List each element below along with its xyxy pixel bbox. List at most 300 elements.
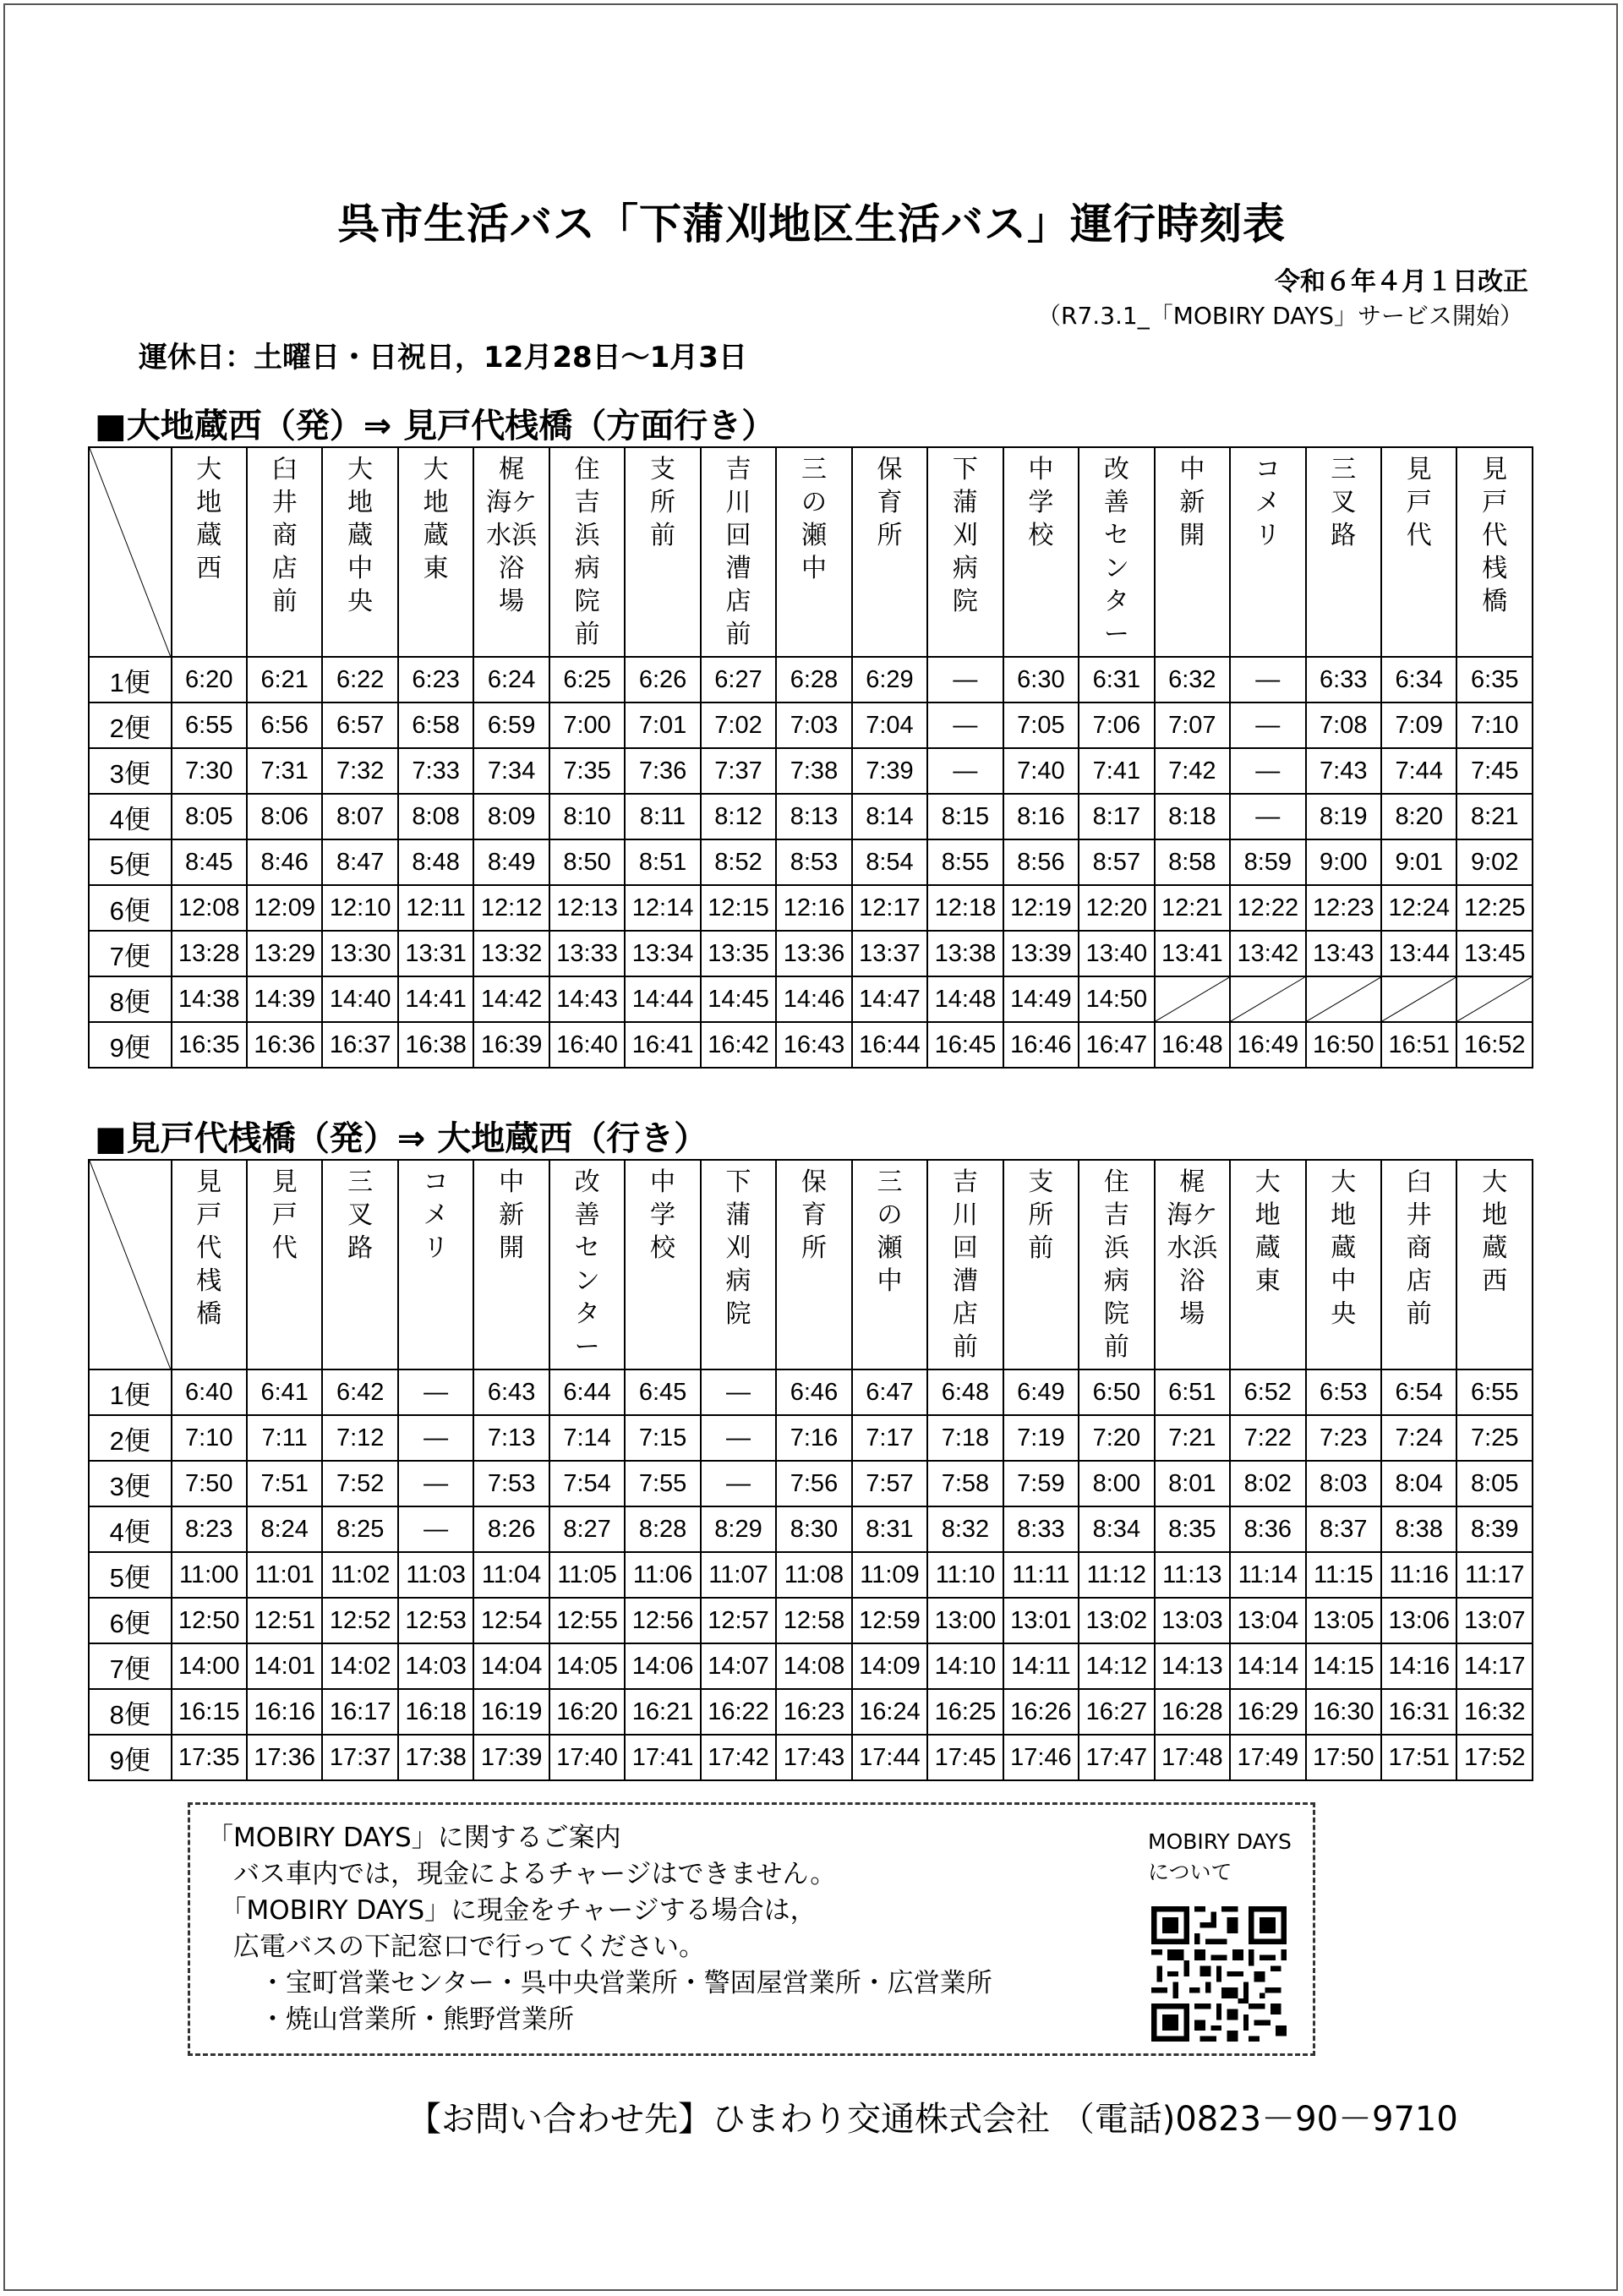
time-cell: 11:07 (701, 1552, 776, 1598)
time-cell: 8:05 (1456, 1461, 1533, 1506)
time-cell: 16:36 (247, 1022, 322, 1068)
no-service-cell (1381, 976, 1456, 1022)
time-cell: 14:03 (398, 1643, 473, 1689)
time-cell: 11:01 (247, 1552, 322, 1598)
time-cell: 14:49 (1003, 976, 1079, 1022)
time-cell: 8:28 (625, 1506, 700, 1552)
time-cell: 7:51 (247, 1461, 322, 1506)
time-cell: 8:38 (1381, 1506, 1456, 1552)
trip-name: 7便 (89, 1643, 172, 1689)
time-cell: 7:11 (247, 1415, 322, 1461)
stop-name: 三 叉 路 (1306, 447, 1381, 657)
time-cell: 12:56 (625, 1598, 700, 1643)
time-cell: 11:05 (549, 1552, 625, 1598)
time-cell: 8:15 (927, 794, 1003, 839)
time-cell: 8:49 (473, 839, 549, 885)
time-cell: 7:42 (1155, 748, 1230, 794)
time-cell: 6:47 (852, 1369, 927, 1415)
time-cell: 8:05 (172, 794, 247, 839)
time-cell: 6:22 (322, 657, 397, 702)
mobiry-notice-box (188, 1802, 1315, 2056)
time-cell: 11:08 (776, 1552, 851, 1598)
stop-name: 臼 井 商 店 前 (247, 447, 322, 657)
time-cell: 7:50 (172, 1461, 247, 1506)
time-cell: 12:20 (1079, 885, 1154, 931)
time-cell: 16:17 (322, 1689, 397, 1735)
time-cell: 12:52 (322, 1598, 397, 1643)
time-cell: 12:53 (398, 1598, 473, 1643)
time-cell: 7:55 (625, 1461, 700, 1506)
time-cell: 16:50 (1306, 1022, 1381, 1068)
outbound-heading: ■大地蔵西（発）⇒ 見戸代桟橋（方面行き） (95, 407, 776, 446)
time-cell: 16:48 (1155, 1022, 1230, 1068)
time-cell: 12:19 (1003, 885, 1079, 931)
stop-name: 下 蒲 刈 病 院 (701, 1160, 776, 1369)
time-cell: 7:22 (1230, 1415, 1305, 1461)
time-cell: 6:32 (1155, 657, 1230, 702)
time-cell: 8:23 (172, 1506, 247, 1552)
time-cell: 17:52 (1456, 1735, 1533, 1780)
time-cell: 7:10 (172, 1415, 247, 1461)
time-cell: 6:40 (172, 1369, 247, 1415)
time-cell: 12:17 (852, 885, 927, 931)
time-cell: 7:18 (927, 1415, 1003, 1461)
time-cell: 7:52 (322, 1461, 397, 1506)
time-cell: 9:01 (1381, 839, 1456, 885)
time-cell: 8:09 (473, 794, 549, 839)
time-cell: 6:28 (776, 657, 851, 702)
time-cell: 7:07 (1155, 702, 1230, 748)
notice-line: 「MOBIRY DAYS」に現金をチャージする場合は， (207, 1895, 817, 1926)
time-cell: 6:35 (1456, 657, 1533, 702)
time-cell: 12:50 (172, 1598, 247, 1643)
time-cell: 8:47 (322, 839, 397, 885)
time-cell: 12:10 (322, 885, 397, 931)
qr-caption: MOBIRY DAYS について (1148, 1829, 1292, 1884)
time-cell: 11:13 (1155, 1552, 1230, 1598)
time-cell: 7:54 (549, 1461, 625, 1506)
time-cell: 7:32 (322, 748, 397, 794)
time-cell: 7:36 (625, 748, 700, 794)
time-cell: 13:02 (1079, 1598, 1154, 1643)
stop-name: 三 の 瀬 中 (776, 447, 851, 657)
inbound-heading: ■見戸代桟橋（発）⇒ 大地蔵西（行き） (95, 1119, 708, 1158)
time-cell: 6:50 (1079, 1369, 1154, 1415)
trip-row (89, 1552, 1533, 1598)
time-cell: 12:55 (549, 1598, 625, 1643)
time-cell: 12:59 (852, 1598, 927, 1643)
time-cell: 14:40 (322, 976, 397, 1022)
time-cell: 14:16 (1381, 1643, 1456, 1689)
trip-name: 6便 (89, 1598, 172, 1643)
time-cell: 16:41 (625, 1022, 700, 1068)
time-cell: 6:49 (1003, 1369, 1079, 1415)
time-cell: 12:11 (398, 885, 473, 931)
time-cell: 9:02 (1456, 839, 1533, 885)
time-cell: 6:51 (1155, 1369, 1230, 1415)
time-cell: 8:14 (852, 794, 927, 839)
time-cell: 17:50 (1306, 1735, 1381, 1780)
trip-row (89, 931, 1533, 976)
time-cell: 7:04 (852, 702, 927, 748)
time-cell: 6:58 (398, 702, 473, 748)
stop-name: 三 の 瀬 中 (852, 1160, 927, 1369)
time-cell: — (398, 1506, 473, 1552)
trip-row (89, 1022, 1533, 1068)
stop-name: 吉 川 回 漕 店 前 (701, 447, 776, 657)
time-cell: 8:57 (1079, 839, 1154, 885)
time-cell: 16:18 (398, 1689, 473, 1735)
time-cell: 16:31 (1381, 1689, 1456, 1735)
trip-name: 8便 (89, 976, 172, 1022)
time-cell: 16:21 (625, 1689, 700, 1735)
time-cell: — (398, 1461, 473, 1506)
time-cell: — (1230, 794, 1305, 839)
stop-name: 大 地 蔵 東 (1230, 1160, 1305, 1369)
time-cell: 12:14 (625, 885, 700, 931)
time-cell: 8:26 (473, 1506, 549, 1552)
time-cell: 16:39 (473, 1022, 549, 1068)
time-cell: 6:34 (1381, 657, 1456, 702)
time-cell: 8:48 (398, 839, 473, 885)
time-cell: 8:17 (1079, 794, 1154, 839)
time-cell: 16:23 (776, 1689, 851, 1735)
notice-line: ・焼山営業所・熊野営業所 (207, 2004, 574, 2035)
time-cell: 16:29 (1230, 1689, 1305, 1735)
time-cell: 7:25 (1456, 1415, 1533, 1461)
time-cell: 14:17 (1456, 1643, 1533, 1689)
time-cell: 16:16 (247, 1689, 322, 1735)
time-cell: 13:00 (927, 1598, 1003, 1643)
outbound-timetable (88, 446, 1533, 1069)
time-cell: 16:49 (1230, 1022, 1305, 1068)
closed-days: 運休日：土曜日・日祝日，12月28日～1月3日 (139, 341, 747, 374)
time-cell: 8:39 (1456, 1506, 1533, 1552)
time-cell: 7:03 (776, 702, 851, 748)
time-cell: 7:45 (1456, 748, 1533, 794)
stop-name: 見 戸 代 桟 橋 (1456, 447, 1533, 657)
stop-name: 中 学 校 (625, 1160, 700, 1369)
trip-name: 5便 (89, 839, 172, 885)
stop-name: 見 戸 代 (1381, 447, 1456, 657)
trip-name: 7便 (89, 931, 172, 976)
time-cell: 14:46 (776, 976, 851, 1022)
time-cell: 7:14 (549, 1415, 625, 1461)
trip-name: 1便 (89, 1369, 172, 1415)
time-cell: 14:14 (1230, 1643, 1305, 1689)
time-cell: 8:04 (1381, 1461, 1456, 1506)
qr-code-icon[interactable] (1151, 1906, 1287, 2042)
time-cell: 17:44 (852, 1735, 927, 1780)
trip-row (89, 885, 1533, 931)
time-cell: 12:13 (549, 885, 625, 931)
time-cell: 12:54 (473, 1598, 549, 1643)
time-cell: 13:42 (1230, 931, 1305, 976)
time-cell: 14:05 (549, 1643, 625, 1689)
time-cell: 8:31 (852, 1506, 927, 1552)
time-cell: 17:49 (1230, 1735, 1305, 1780)
time-cell: 7:58 (927, 1461, 1003, 1506)
time-cell: 6:52 (1230, 1369, 1305, 1415)
time-cell: 8:52 (701, 839, 776, 885)
time-cell: 12:18 (927, 885, 1003, 931)
time-cell: 11:02 (322, 1552, 397, 1598)
time-cell: 16:43 (776, 1022, 851, 1068)
time-cell: 8:16 (1003, 794, 1079, 839)
time-cell: 8:10 (549, 794, 625, 839)
time-cell: 13:31 (398, 931, 473, 976)
time-cell: 8:21 (1456, 794, 1533, 839)
trip-row (89, 794, 1533, 839)
time-cell: — (927, 702, 1003, 748)
time-cell: 6:20 (172, 657, 247, 702)
time-cell: 11:15 (1306, 1552, 1381, 1598)
time-cell: 7:56 (776, 1461, 851, 1506)
time-cell: 7:01 (625, 702, 700, 748)
time-cell: 11:14 (1230, 1552, 1305, 1598)
time-cell: 8:32 (927, 1506, 1003, 1552)
time-cell: 14:12 (1079, 1643, 1154, 1689)
time-cell: 8:34 (1079, 1506, 1154, 1552)
time-cell: 11:17 (1456, 1552, 1533, 1598)
time-cell: 8:27 (549, 1506, 625, 1552)
time-cell: 7:02 (701, 702, 776, 748)
revision-date: 令和６年４月１日改正 (1275, 267, 1528, 297)
time-cell: — (701, 1461, 776, 1506)
trip-row (89, 1643, 1533, 1689)
time-cell: 11:04 (473, 1552, 549, 1598)
time-cell: 11:10 (927, 1552, 1003, 1598)
time-cell: 8:00 (1079, 1461, 1154, 1506)
time-cell: 16:25 (927, 1689, 1003, 1735)
time-cell: 6:23 (398, 657, 473, 702)
time-cell: 14:42 (473, 976, 549, 1022)
time-cell: 13:29 (247, 931, 322, 976)
time-cell: 6:43 (473, 1369, 549, 1415)
stop-name: 保 育 所 (852, 447, 927, 657)
time-cell: 14:48 (927, 976, 1003, 1022)
time-cell: 16:35 (172, 1022, 247, 1068)
time-cell: 14:44 (625, 976, 700, 1022)
time-cell: 7:37 (701, 748, 776, 794)
time-cell: 7:31 (247, 748, 322, 794)
time-cell: 11:00 (172, 1552, 247, 1598)
time-cell: 6:31 (1079, 657, 1154, 702)
stop-name: 見 戸 代 桟 橋 (172, 1160, 247, 1369)
time-cell: 16:22 (701, 1689, 776, 1735)
time-cell: 17:42 (701, 1735, 776, 1780)
time-cell: 13:01 (1003, 1598, 1079, 1643)
time-cell: 14:41 (398, 976, 473, 1022)
time-cell: 7:44 (1381, 748, 1456, 794)
time-cell: 8:19 (1306, 794, 1381, 839)
time-cell: 13:44 (1381, 931, 1456, 976)
time-cell: 6:55 (172, 702, 247, 748)
time-cell: 6:41 (247, 1369, 322, 1415)
time-cell: 8:20 (1381, 794, 1456, 839)
time-cell: 7:53 (473, 1461, 549, 1506)
trip-row (89, 702, 1533, 748)
time-cell: 8:25 (322, 1506, 397, 1552)
stop-name: 吉 川 回 漕 店 前 (927, 1160, 1003, 1369)
time-cell: 16:20 (549, 1689, 625, 1735)
stop-name: 中 新 開 (473, 1160, 549, 1369)
time-cell: 12:08 (172, 885, 247, 931)
time-cell: 8:18 (1155, 794, 1230, 839)
time-cell: 14:07 (701, 1643, 776, 1689)
time-cell: 12:09 (247, 885, 322, 931)
trip-name: 4便 (89, 1506, 172, 1552)
no-service-cell (1306, 976, 1381, 1022)
time-cell: 12:21 (1155, 885, 1230, 931)
time-cell: 16:27 (1079, 1689, 1154, 1735)
time-cell: 14:38 (172, 976, 247, 1022)
time-cell: 8:07 (322, 794, 397, 839)
trip-row (89, 1506, 1533, 1552)
time-cell: 13:41 (1155, 931, 1230, 976)
time-cell: 12:25 (1456, 885, 1533, 931)
time-cell: 17:48 (1155, 1735, 1230, 1780)
time-cell: 6:45 (625, 1369, 700, 1415)
time-cell: 17:35 (172, 1735, 247, 1780)
stop-name: 大 地 蔵 中 央 (1306, 1160, 1381, 1369)
stop-name: 支 所 前 (1003, 1160, 1079, 1369)
time-cell: 7:06 (1079, 702, 1154, 748)
time-cell: 13:28 (172, 931, 247, 976)
time-cell: 16:44 (852, 1022, 927, 1068)
time-cell: 17:38 (398, 1735, 473, 1780)
time-cell: 12:12 (473, 885, 549, 931)
time-cell: 8:56 (1003, 839, 1079, 885)
time-cell: — (1230, 748, 1305, 794)
time-cell: 6:46 (776, 1369, 851, 1415)
time-cell: 6:21 (247, 657, 322, 702)
time-cell: — (398, 1369, 473, 1415)
time-cell: 14:45 (701, 976, 776, 1022)
time-cell: 14:50 (1079, 976, 1154, 1022)
time-cell: 6:44 (549, 1369, 625, 1415)
trip-name: 4便 (89, 794, 172, 839)
time-cell: 6:26 (625, 657, 700, 702)
no-service-cell (1155, 976, 1230, 1022)
stop-name: 見 戸 代 (247, 1160, 322, 1369)
time-cell: 6:27 (701, 657, 776, 702)
time-cell: 6:54 (1381, 1369, 1456, 1415)
time-cell: 17:46 (1003, 1735, 1079, 1780)
time-cell: 8:11 (625, 794, 700, 839)
stop-name: 大 地 蔵 中 央 (322, 447, 397, 657)
header-row (89, 1160, 1533, 1369)
time-cell: 16:19 (473, 1689, 549, 1735)
time-cell: 13:43 (1306, 931, 1381, 976)
time-cell: 16:15 (172, 1689, 247, 1735)
time-cell: 7:33 (398, 748, 473, 794)
time-cell: 14:01 (247, 1643, 322, 1689)
time-cell: 16:42 (701, 1022, 776, 1068)
time-cell: 7:40 (1003, 748, 1079, 794)
trip-row (89, 657, 1533, 702)
time-cell: 16:52 (1456, 1022, 1533, 1068)
time-cell: 8:01 (1155, 1461, 1230, 1506)
trip-row (89, 748, 1533, 794)
time-cell: 14:43 (549, 976, 625, 1022)
stop-name: コ メ リ (398, 1160, 473, 1369)
time-cell: 16:37 (322, 1022, 397, 1068)
time-cell: 6:33 (1306, 657, 1381, 702)
time-cell: 8:30 (776, 1506, 851, 1552)
time-cell: 16:30 (1306, 1689, 1381, 1735)
no-service-cell (1230, 976, 1305, 1022)
time-cell: 7:08 (1306, 702, 1381, 748)
stop-name: 下 蒲 刈 病 院 (927, 447, 1003, 657)
stop-name: 中 新 開 (1155, 447, 1230, 657)
stop-name: 中 学 校 (1003, 447, 1079, 657)
time-cell: 8:13 (776, 794, 851, 839)
time-cell: 13:04 (1230, 1598, 1305, 1643)
time-cell: 7:19 (1003, 1415, 1079, 1461)
stop-name: 改 善 セ ン タ ー (1079, 447, 1154, 657)
mobiry-start-note: （R7.3.1_「MOBIRY DAYS」サービス開始） (1037, 302, 1523, 330)
inbound-timetable (88, 1159, 1533, 1781)
notice-line: ・宝町営業センター・呉中央営業所・警固屋営業所・広営業所 (207, 1968, 992, 1998)
time-cell: 7:10 (1456, 702, 1533, 748)
time-cell: 17:51 (1381, 1735, 1456, 1780)
page-title: 呉市生活バス「下蒲刈地区生活バス」運行時刻表 (337, 200, 1286, 249)
time-cell: 7:12 (322, 1415, 397, 1461)
time-cell: 12:51 (247, 1598, 322, 1643)
time-cell: 11:12 (1079, 1552, 1154, 1598)
time-cell: 14:02 (322, 1643, 397, 1689)
trip-name: 9便 (89, 1735, 172, 1780)
time-cell: 6:48 (927, 1369, 1003, 1415)
time-cell: 6:42 (322, 1369, 397, 1415)
time-cell: 14:13 (1155, 1643, 1230, 1689)
time-cell: 8:55 (927, 839, 1003, 885)
time-cell: 16:26 (1003, 1689, 1079, 1735)
time-cell: 8:29 (701, 1506, 776, 1552)
time-cell: 13:39 (1003, 931, 1079, 976)
time-cell: 7:38 (776, 748, 851, 794)
trip-name: 3便 (89, 1461, 172, 1506)
time-cell: 14:06 (625, 1643, 700, 1689)
time-cell: 7:16 (776, 1415, 851, 1461)
time-cell: 7:20 (1079, 1415, 1154, 1461)
stop-name: 梶 海ケ 水浜 浴 場 (473, 447, 549, 657)
time-cell: 6:57 (322, 702, 397, 748)
contact-info: 【お問い合わせ先】ひまわり交通株式会社 （電話)0823－90－9710 (407, 2100, 1458, 2139)
trip-row (89, 839, 1533, 885)
time-cell: 6:56 (247, 702, 322, 748)
time-cell: 14:10 (927, 1643, 1003, 1689)
time-cell: 16:51 (1381, 1022, 1456, 1068)
trip-name: 6便 (89, 885, 172, 931)
trip-row (89, 1735, 1533, 1780)
time-cell: 7:21 (1155, 1415, 1230, 1461)
time-cell: 12:57 (701, 1598, 776, 1643)
time-cell: 13:36 (776, 931, 851, 976)
trip-row (89, 1598, 1533, 1643)
time-cell: 8:36 (1230, 1506, 1305, 1552)
time-cell: 8:58 (1155, 839, 1230, 885)
time-cell: 11:06 (625, 1552, 700, 1598)
time-cell: 6:30 (1003, 657, 1079, 702)
time-cell: — (701, 1369, 776, 1415)
stop-name: 改 善 セ ン タ ー (549, 1160, 625, 1369)
time-cell: 13:34 (625, 931, 700, 976)
time-cell: 13:45 (1456, 931, 1533, 976)
time-cell: 6:59 (473, 702, 549, 748)
time-cell: 16:24 (852, 1689, 927, 1735)
